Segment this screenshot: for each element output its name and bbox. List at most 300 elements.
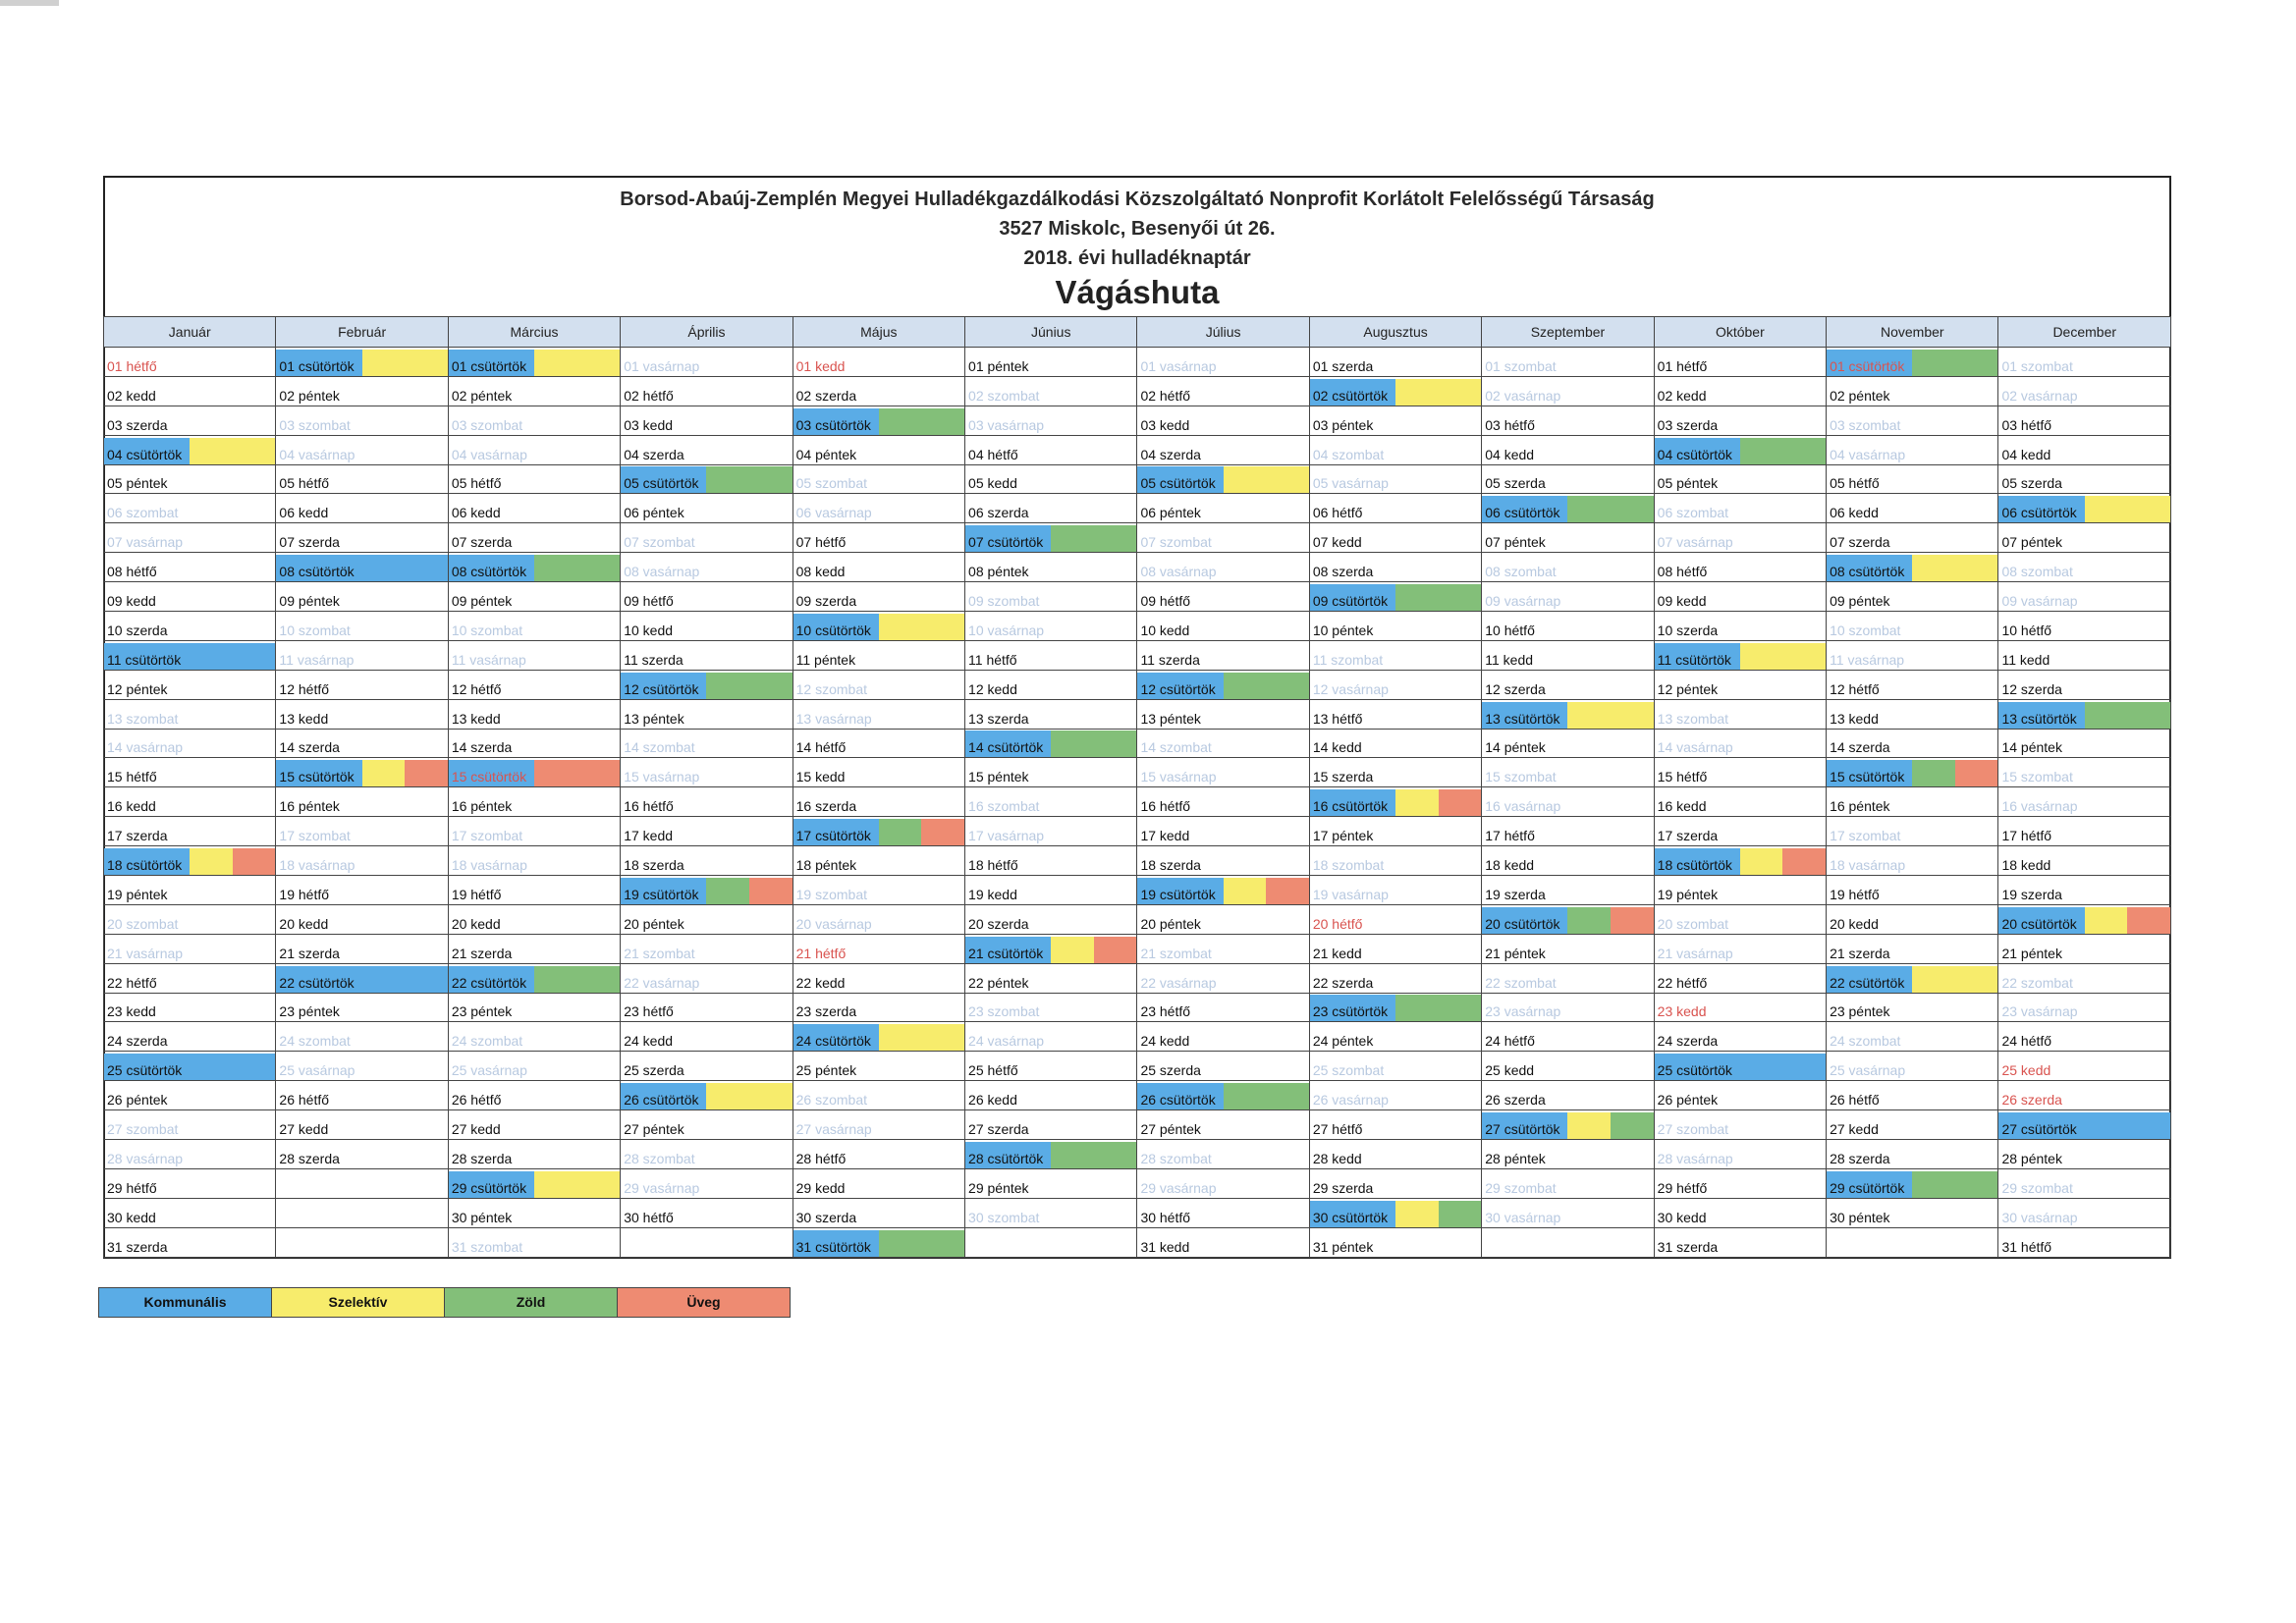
day-cell xyxy=(448,464,620,494)
day-cell xyxy=(448,729,620,758)
day-label: 04 vasárnap xyxy=(1830,446,1906,462)
day-label: 06 kedd xyxy=(451,505,501,521)
day-label: 19 kedd xyxy=(968,886,1017,902)
day-label: 11 szombat xyxy=(1312,651,1384,668)
day-label: 10 vasárnap xyxy=(968,622,1045,638)
day-label: 03 kedd xyxy=(1140,416,1190,433)
day-label: 25 vasárnap xyxy=(451,1062,527,1079)
day-cell xyxy=(276,435,448,464)
day-label: 02 szerda xyxy=(795,387,857,404)
day-cell xyxy=(621,494,793,523)
day-cell xyxy=(621,963,793,993)
day-cell xyxy=(621,348,793,377)
day-label: 20 szerda xyxy=(968,915,1029,932)
day-cell xyxy=(621,934,793,963)
day-cell xyxy=(965,553,1137,582)
day-label: 15 vasárnap xyxy=(1140,769,1217,785)
day-label: 23 kedd xyxy=(1657,1003,1707,1020)
day-label: 04 kedd xyxy=(1485,446,1535,462)
day-label: 08 hétfő xyxy=(107,564,157,580)
day-label: 02 kedd xyxy=(107,387,156,404)
day-cell xyxy=(1137,963,1309,993)
day-label: 01 hétfő xyxy=(107,357,157,374)
day-label: 06 szerda xyxy=(968,505,1029,521)
day-label: 22 hétfő xyxy=(107,974,157,991)
day-label: 01 szerda xyxy=(1312,357,1374,374)
day-cell xyxy=(1654,699,1826,729)
day-cell xyxy=(1137,1022,1309,1052)
day-cell xyxy=(1998,1198,2171,1227)
waste-calendar-table xyxy=(103,316,2171,1258)
day-label: 29 csütörtök xyxy=(451,1179,527,1196)
day-label: 18 szombat xyxy=(1312,857,1385,874)
day-cell xyxy=(1309,670,1481,699)
day-cell xyxy=(104,406,276,435)
day-label: 30 hétfő xyxy=(1140,1209,1191,1225)
day-label: 22 vasárnap xyxy=(624,974,700,991)
day-cell xyxy=(1998,348,2171,377)
day-label: 15 szombat xyxy=(1485,769,1557,785)
day-cell xyxy=(276,1110,448,1140)
day-label: 24 hétfő xyxy=(1485,1033,1535,1050)
day-row xyxy=(104,1227,2171,1257)
day-cell xyxy=(1137,348,1309,377)
day-label: 26 péntek xyxy=(107,1092,168,1109)
day-cell xyxy=(448,934,620,963)
day-label: 06 hétfő xyxy=(1312,505,1363,521)
day-label: 22 péntek xyxy=(968,974,1029,991)
day-label: 16 kedd xyxy=(107,798,156,815)
day-cell xyxy=(621,612,793,641)
day-cell xyxy=(1654,348,1826,377)
day-label: 05 kedd xyxy=(968,475,1017,492)
day-cell xyxy=(1309,1198,1481,1227)
day-cell xyxy=(621,846,793,876)
day-cell xyxy=(276,846,448,876)
day-label: 25 csütörtök xyxy=(1657,1062,1732,1079)
day-cell xyxy=(276,612,448,641)
day-cell xyxy=(104,729,276,758)
day-label: 18 péntek xyxy=(795,857,857,874)
day-cell xyxy=(1998,376,2171,406)
day-label: 15 szerda xyxy=(1312,769,1374,785)
day-label: 09 vasárnap xyxy=(1485,593,1561,610)
day-label: 06 szombat xyxy=(107,505,179,521)
day-cell xyxy=(793,963,964,993)
day-label: 23 vasárnap xyxy=(1485,1003,1561,1020)
day-cell xyxy=(276,904,448,934)
day-label: 28 csütörtök xyxy=(968,1150,1044,1166)
day-cell xyxy=(621,1110,793,1140)
day-cell xyxy=(1137,435,1309,464)
day-label: 08 péntek xyxy=(968,564,1029,580)
day-label: 06 péntek xyxy=(624,505,684,521)
day-label: 28 szombat xyxy=(624,1150,695,1166)
day-label: 24 szombat xyxy=(1830,1033,1901,1050)
day-row xyxy=(104,464,2171,494)
day-label: 23 vasárnap xyxy=(2001,1003,2078,1020)
day-cell xyxy=(1137,699,1309,729)
day-cell xyxy=(1998,729,2171,758)
day-cell xyxy=(621,729,793,758)
day-label: 09 kedd xyxy=(107,593,156,610)
day-label: 27 hétfő xyxy=(1312,1121,1363,1138)
day-label: 02 vasárnap xyxy=(2001,387,2078,404)
day-row xyxy=(104,817,2171,846)
day-cell xyxy=(276,348,448,377)
day-label: 13 kedd xyxy=(1830,710,1879,727)
organization-name: Borsod-Abaúj-Zemplén Megyei Hulladékgazdálkodási Közszolgáltató Nonprofit Korlátolt Felelősségű Társaság xyxy=(620,189,1655,210)
day-label: 01 csütörtök xyxy=(451,357,527,374)
day-label: 25 vasárnap xyxy=(1830,1062,1906,1079)
day-row xyxy=(104,846,2171,876)
day-cell xyxy=(621,876,793,905)
day-cell xyxy=(1309,1052,1481,1081)
day-label: 20 kedd xyxy=(279,915,329,932)
day-cell xyxy=(965,846,1137,876)
day-cell xyxy=(1309,758,1481,787)
day-label: 10 szombat xyxy=(451,622,523,638)
day-cell xyxy=(276,699,448,729)
day-label: 07 vasárnap xyxy=(107,534,184,551)
day-label: 06 csütörtök xyxy=(2001,505,2077,521)
day-label: 31 hétfő xyxy=(2001,1238,2052,1255)
day-label: 13 szombat xyxy=(107,710,179,727)
day-cell xyxy=(793,1198,964,1227)
day-cell xyxy=(621,1081,793,1110)
day-label: 22 szombat xyxy=(1485,974,1557,991)
day-cell xyxy=(965,612,1137,641)
day-label: 04 hétfő xyxy=(968,446,1018,462)
day-row xyxy=(104,376,2171,406)
day-label: 19 hétfő xyxy=(279,886,330,902)
day-label: 29 szombat xyxy=(2001,1179,2073,1196)
day-cell xyxy=(1482,876,1654,905)
day-label: 22 csütörtök xyxy=(451,974,527,991)
day-cell xyxy=(1827,817,1998,846)
day-label: 23 csütörtök xyxy=(1312,1003,1389,1020)
day-cell xyxy=(1654,729,1826,758)
day-cell xyxy=(1137,758,1309,787)
day-cell xyxy=(104,963,276,993)
day-label: 02 hétfő xyxy=(624,387,674,404)
day-cell xyxy=(448,494,620,523)
day-label: 28 péntek xyxy=(2001,1150,2062,1166)
day-label: 15 vasárnap xyxy=(624,769,700,785)
day-label: 10 szerda xyxy=(1657,622,1719,638)
day-label: 02 hétfő xyxy=(1140,387,1191,404)
day-cell xyxy=(104,1140,276,1169)
day-cell xyxy=(1654,640,1826,670)
day-cell xyxy=(965,934,1137,963)
day-cell xyxy=(793,640,964,670)
day-cell xyxy=(1309,640,1481,670)
day-cell xyxy=(1827,1198,1998,1227)
day-cell xyxy=(793,993,964,1022)
day-cell xyxy=(104,582,276,612)
day-cell xyxy=(448,640,620,670)
day-label: 29 szerda xyxy=(1312,1179,1374,1196)
day-label: 18 kedd xyxy=(1485,857,1535,874)
day-cell xyxy=(1827,1022,1998,1052)
day-row xyxy=(104,523,2171,553)
day-label: 22 szerda xyxy=(1312,974,1374,991)
day-label: 06 kedd xyxy=(279,505,329,521)
day-cell xyxy=(276,787,448,817)
day-label: 12 szerda xyxy=(2001,680,2062,697)
day-label: 05 csütörtök xyxy=(1140,475,1216,492)
day-label: 15 péntek xyxy=(968,769,1029,785)
day-cell xyxy=(1654,376,1826,406)
day-label: 23 hétfő xyxy=(1140,1003,1191,1020)
day-label: 03 szerda xyxy=(107,416,168,433)
day-cell xyxy=(1654,1022,1826,1052)
day-cell xyxy=(1309,846,1481,876)
day-cell xyxy=(1998,817,2171,846)
day-label: 10 kedd xyxy=(1140,622,1190,638)
day-label: 10 péntek xyxy=(1312,622,1374,638)
day-label: 31 péntek xyxy=(1312,1238,1374,1255)
day-label: 06 szombat xyxy=(1657,505,1729,521)
day-label: 21 szombat xyxy=(624,945,695,961)
day-label: 07 szombat xyxy=(1140,534,1212,551)
day-cell xyxy=(104,1052,276,1081)
day-cell xyxy=(1654,1110,1826,1140)
day-label: 28 hétfő xyxy=(795,1150,847,1166)
day-label: 11 kedd xyxy=(2001,651,2050,668)
day-cell xyxy=(104,817,276,846)
day-cell xyxy=(965,817,1137,846)
day-label: 04 szerda xyxy=(624,446,684,462)
day-row xyxy=(104,435,2171,464)
day-label: 11 csütörtök xyxy=(1657,651,1731,668)
day-cell xyxy=(1137,1140,1309,1169)
day-label: 15 hétfő xyxy=(1657,769,1708,785)
day-cell xyxy=(621,993,793,1022)
day-cell xyxy=(1827,876,1998,905)
day-cell xyxy=(1137,494,1309,523)
day-cell xyxy=(1482,553,1654,582)
day-label: 21 szerda xyxy=(1830,945,1890,961)
day-label: 24 kedd xyxy=(1140,1033,1190,1050)
day-label: 20 csütörtök xyxy=(2001,915,2077,932)
day-cell xyxy=(793,348,964,377)
day-label: 14 szombat xyxy=(624,739,695,756)
day-label: 26 szerda xyxy=(1485,1092,1546,1109)
day-cell xyxy=(1654,846,1826,876)
day-row xyxy=(104,1198,2171,1227)
day-cell xyxy=(1654,1052,1826,1081)
day-label: 13 péntek xyxy=(1140,710,1201,727)
day-label: 29 csütörtök xyxy=(1830,1179,1905,1196)
day-label: 06 vasárnap xyxy=(795,505,872,521)
month-header: Augusztus xyxy=(1309,317,1481,348)
calendar-title: Vágáshuta xyxy=(1055,274,1220,310)
day-label: 25 szerda xyxy=(1140,1062,1201,1079)
day-cell xyxy=(1827,1168,1998,1198)
day-cell xyxy=(1482,1198,1654,1227)
day-row xyxy=(104,699,2171,729)
day-label: 21 vasárnap xyxy=(107,945,184,961)
day-cell xyxy=(1309,582,1481,612)
day-cell xyxy=(965,1052,1137,1081)
day-label: 30 péntek xyxy=(451,1209,513,1225)
day-cell xyxy=(104,934,276,963)
day-row xyxy=(104,494,2171,523)
day-cell xyxy=(1998,904,2171,934)
day-label: 27 kedd xyxy=(279,1121,329,1138)
day-label: 29 kedd xyxy=(795,1179,846,1196)
month-header: Szeptember xyxy=(1482,317,1654,348)
day-label: 16 vasárnap xyxy=(2001,798,2078,815)
day-label: 10 hétfő xyxy=(1485,622,1535,638)
day-label: 30 vasárnap xyxy=(1485,1209,1561,1225)
day-label: 14 kedd xyxy=(1312,739,1362,756)
day-cell xyxy=(1137,1081,1309,1110)
day-label: 15 csütörtök xyxy=(279,769,355,785)
day-label: 21 szombat xyxy=(1140,945,1212,961)
day-cell xyxy=(276,1081,448,1110)
day-label: 25 csütörtök xyxy=(107,1062,183,1079)
day-label: 11 csütörtök xyxy=(107,651,182,668)
day-label: 01 csütörtök xyxy=(1830,357,1905,374)
day-cell xyxy=(1137,612,1309,641)
day-label: 04 péntek xyxy=(795,446,857,462)
day-label: 10 szombat xyxy=(279,622,351,638)
day-cell xyxy=(793,1081,964,1110)
day-cell xyxy=(1827,993,1998,1022)
day-label: 17 csütörtök xyxy=(795,828,871,844)
day-label: 22 vasárnap xyxy=(1140,974,1217,991)
day-cell xyxy=(1482,729,1654,758)
day-label: 18 csütörtök xyxy=(1657,857,1732,874)
day-label: 28 szerda xyxy=(279,1150,340,1166)
day-label: 07 szombat xyxy=(624,534,695,551)
day-label: 27 péntek xyxy=(1140,1121,1201,1138)
day-label: 26 csütörtök xyxy=(624,1092,699,1109)
day-label: 29 péntek xyxy=(968,1179,1029,1196)
day-label: 15 szombat xyxy=(2001,769,2073,785)
day-label: 09 hétfő xyxy=(624,593,674,610)
day-label: 17 hétfő xyxy=(2001,828,2052,844)
day-row xyxy=(104,1110,2171,1140)
day-cell xyxy=(965,494,1137,523)
day-label: 14 vasárnap xyxy=(107,739,184,756)
day-label: 20 péntek xyxy=(1140,915,1201,932)
day-cell xyxy=(793,1052,964,1081)
day-cell xyxy=(1998,1227,2171,1257)
day-cell xyxy=(104,348,276,377)
day-label: 12 hétfő xyxy=(451,680,502,697)
legend-kommunalis: Kommunális xyxy=(99,1288,272,1317)
day-label: 02 csütörtök xyxy=(1312,387,1389,404)
day-label: 02 péntek xyxy=(279,387,340,404)
month-header: Február xyxy=(276,317,448,348)
day-label: 03 vasárnap xyxy=(968,416,1045,433)
day-label: 19 vasárnap xyxy=(1312,886,1389,902)
day-cell xyxy=(1998,406,2171,435)
day-label: 24 csütörtök xyxy=(795,1033,871,1050)
day-cell xyxy=(1137,1052,1309,1081)
day-cell xyxy=(1827,934,1998,963)
day-label: 17 kedd xyxy=(1140,828,1190,844)
day-label: 06 kedd xyxy=(1830,505,1879,521)
day-cell xyxy=(621,758,793,787)
day-label: 21 kedd xyxy=(1312,945,1362,961)
day-cell xyxy=(1827,699,1998,729)
day-label: 04 szerda xyxy=(1140,446,1201,462)
day-label: 17 péntek xyxy=(1312,828,1374,844)
day-cell xyxy=(1309,376,1481,406)
day-cell xyxy=(104,993,276,1022)
day-cell xyxy=(1482,1140,1654,1169)
day-cell xyxy=(965,1140,1137,1169)
day-cell xyxy=(621,553,793,582)
day-label: 27 csütörtök xyxy=(1485,1121,1560,1138)
day-label: 17 szombat xyxy=(451,828,523,844)
day-label: 25 vasárnap xyxy=(279,1062,355,1079)
day-cell xyxy=(1998,1081,2171,1110)
day-cell xyxy=(1309,963,1481,993)
day-label: 28 szerda xyxy=(1830,1150,1890,1166)
day-label: 17 szombat xyxy=(279,828,351,844)
day-cell xyxy=(276,817,448,846)
day-label: 08 hétfő xyxy=(1657,564,1708,580)
day-label: 22 szombat xyxy=(2001,974,2073,991)
day-cell xyxy=(793,494,964,523)
day-label: 19 péntek xyxy=(107,886,168,902)
day-label: 28 kedd xyxy=(1312,1150,1362,1166)
day-label: 12 péntek xyxy=(107,680,168,697)
day-cell xyxy=(965,904,1137,934)
calendar-header xyxy=(105,179,2169,316)
day-label: 29 hétfő xyxy=(107,1179,157,1196)
day-label: 07 péntek xyxy=(2001,534,2062,551)
day-cell xyxy=(1482,699,1654,729)
day-label: 20 csütörtök xyxy=(1485,915,1560,932)
day-label: 27 vasárnap xyxy=(795,1121,872,1138)
day-label: 13 csütörtök xyxy=(1485,710,1560,727)
day-cell xyxy=(1998,993,2171,1022)
month-header: Június xyxy=(965,317,1137,348)
day-cell xyxy=(1998,876,2171,905)
day-label: 09 csütörtök xyxy=(1312,593,1389,610)
day-row xyxy=(104,729,2171,758)
day-cell xyxy=(1482,612,1654,641)
day-label: 27 kedd xyxy=(1830,1121,1879,1138)
day-label: 11 kedd xyxy=(1485,651,1534,668)
day-cell xyxy=(104,612,276,641)
day-label: 13 szerda xyxy=(968,710,1029,727)
day-label: 26 vasárnap xyxy=(1312,1092,1389,1109)
day-cell xyxy=(1137,376,1309,406)
day-cell xyxy=(793,1168,964,1198)
day-cell xyxy=(1827,523,1998,553)
day-label: 02 vasárnap xyxy=(1485,387,1561,404)
day-label: 10 kedd xyxy=(624,622,674,638)
day-label: 09 vasárnap xyxy=(2001,593,2078,610)
day-cell xyxy=(1827,1081,1998,1110)
day-cell xyxy=(1137,993,1309,1022)
day-cell xyxy=(104,464,276,494)
day-cell xyxy=(793,553,964,582)
day-cell xyxy=(621,1168,793,1198)
day-cell xyxy=(1482,934,1654,963)
day-cell xyxy=(1482,1022,1654,1052)
day-label: 17 szerda xyxy=(1657,828,1719,844)
day-cell xyxy=(1137,1198,1309,1227)
day-label: 31 kedd xyxy=(1140,1238,1190,1255)
